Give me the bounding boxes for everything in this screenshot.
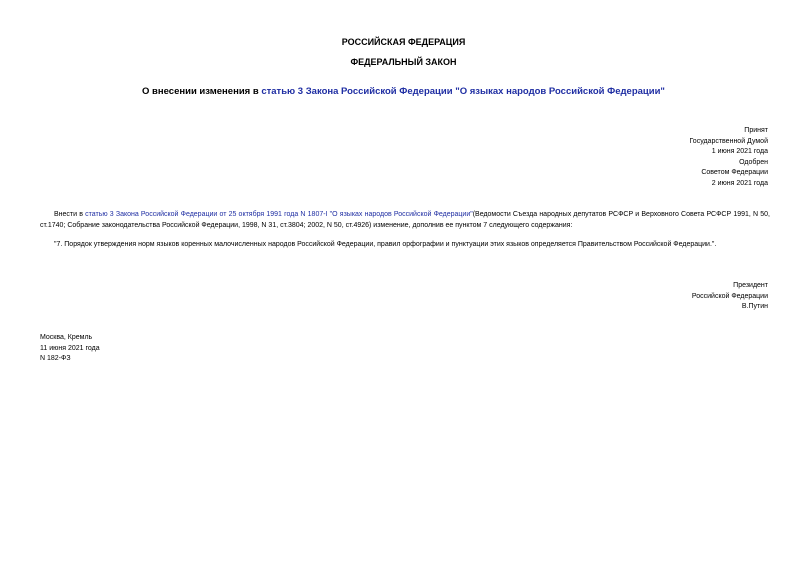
adoption-line-6: 2 июня 2021 года (711, 179, 768, 187)
signature-line-1: Президент (733, 282, 768, 289)
adoption-line-2: Государственной Думой (689, 137, 768, 145)
place-line-2: 11 июня 2021 года (40, 344, 100, 352)
p1-link[interactable]: статью 3 Закона Российской Федерации от 25 октября 1991 года N 1807-I "О языках народов Российской Федерации" (85, 211, 473, 218)
body-paragraph-2: "7. Порядок утверждения норм языков коренных малочисленных народов Российской Федерации, правил орфографии и пунктуации этих языков определяется Правительством Российской Федерации.". (54, 241, 717, 248)
country-heading: РОССИЙСКАЯ ФЕДЕРАЦИЯ (341, 37, 466, 47)
signature-line-2: Российской Федерации (691, 292, 768, 300)
place-line-1: Москва, Кремль (40, 334, 93, 341)
p1-prefix: Внести в (54, 211, 86, 218)
place-date-block (40, 333, 100, 365)
adoption-block (689, 126, 768, 189)
law-title (0, 86, 807, 97)
adoption-line-3: 1 июня 2021 года (711, 148, 768, 155)
body-paragraph-1 (40, 209, 770, 231)
signature-block (692, 281, 768, 313)
law-title-prefix: О внесении изменения в (142, 86, 262, 97)
adoption-line-1: Принят (744, 127, 768, 134)
adoption-line-5: Советом Федерации (701, 169, 768, 176)
adoption-line-4: Одобрен (739, 158, 768, 166)
signature-line-3: В.Путин (741, 303, 768, 310)
law-title-link[interactable]: статью 3 Закона Российской Федерации "О языках народов Российской Федерации" (261, 86, 665, 97)
p1-suffix: (Ведомости Съезда народных депутатов РСФСР и Верховного Совета РСФСР 1991, N 50, ст.1740; Собрание законодательства Российской Федерации, 1998, N 31, ст.3804; 2002, N 50, ст.4926) изменение, дополнив ее пунктом 7 следующего содержания: (40, 211, 770, 229)
place-line-3: N 182-ФЗ (40, 355, 71, 362)
law-type-heading: ФЕДЕРАЛЬНЫЙ ЗАКОН (350, 57, 457, 67)
